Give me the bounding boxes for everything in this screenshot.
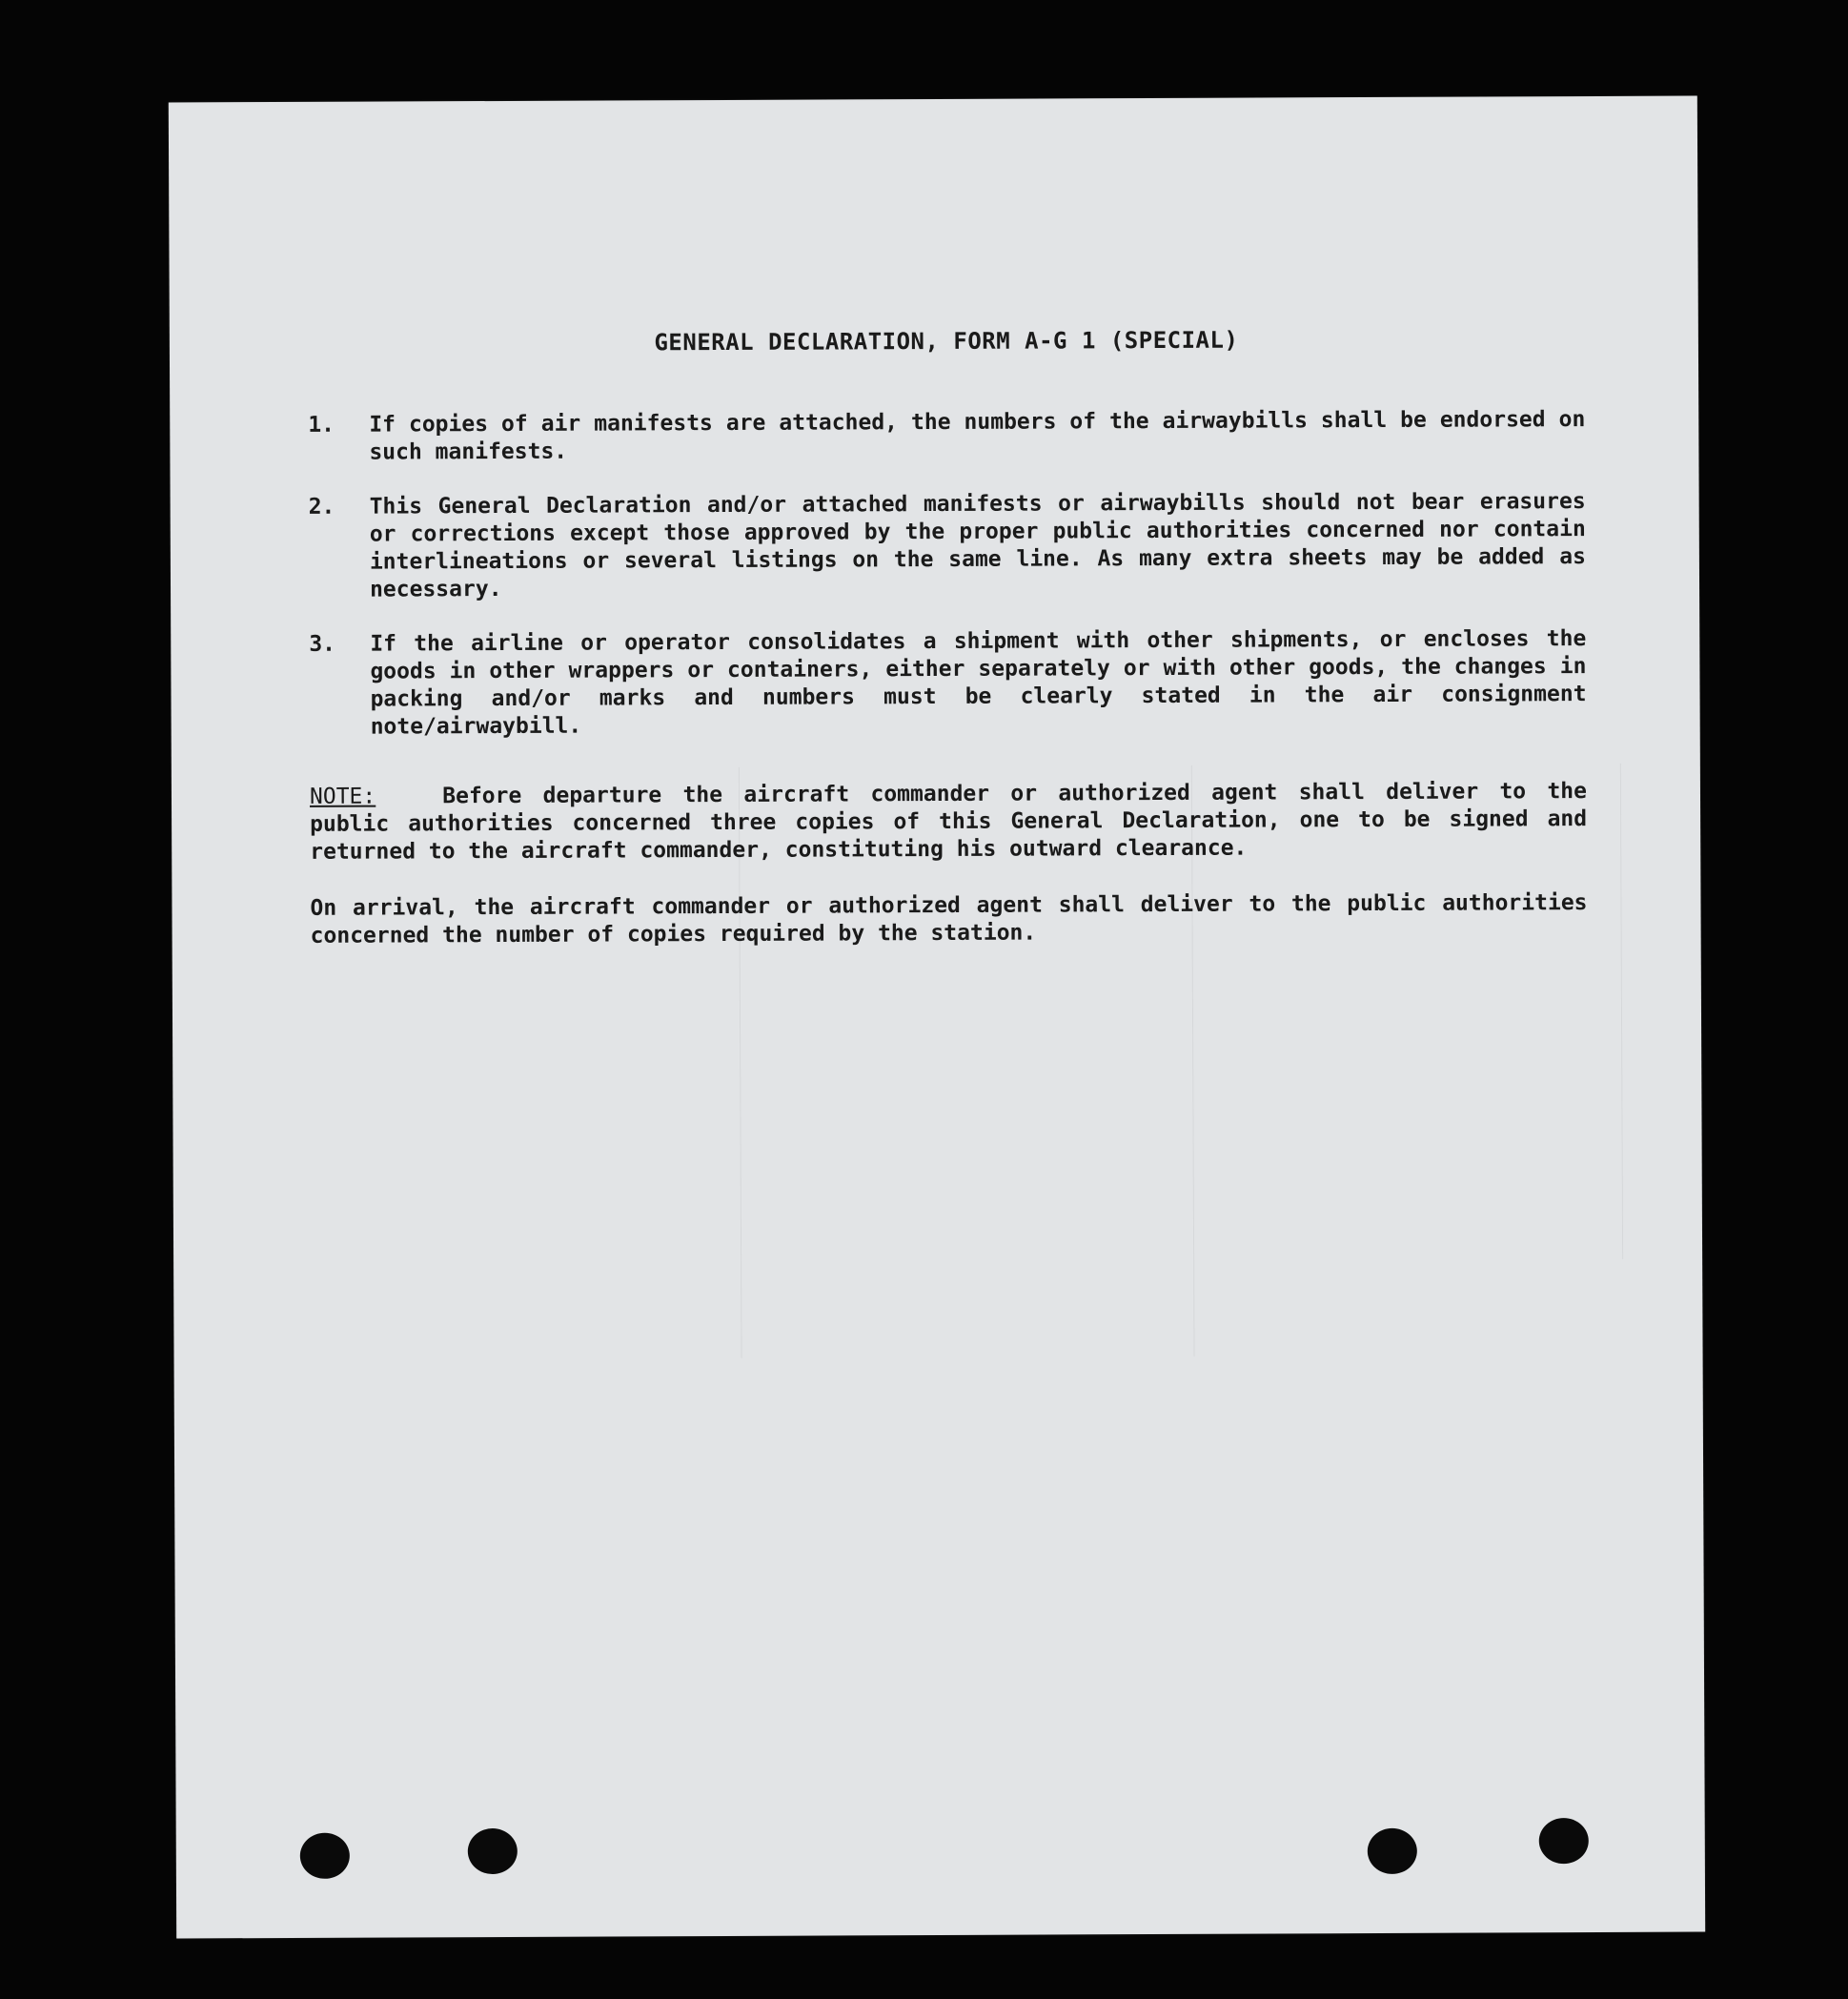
item-number: 1. [308, 412, 335, 438]
list-item [308, 406, 1585, 467]
list-item [309, 488, 1586, 604]
punch-hole [1539, 1818, 1589, 1864]
item-text: This General Declaration and/or attached manifests or airwaybills should not bear erasures or corrections except those approved by the proper public authorities concerned nor contain interlineations or several listings on the same line. As many extra sheets may be added as necessary. [369, 489, 1586, 602]
note-paragraph [310, 778, 1587, 867]
punch-hole [300, 1833, 350, 1879]
item-text: If the airline or operator consolidates a shipment with other shipments, or encloses the goods in other wrappers or containers, either separately or with other goods, the changes in packing and/or marks and numbers must be clearly stated in the air consignment note/airwaybill. [370, 626, 1587, 740]
document-body [308, 325, 1588, 950]
item-text: If copies of air manifests are attached, the numbers of the airwaybills shall be endorsed on such manifests. [369, 407, 1586, 465]
list-item [309, 625, 1586, 742]
document-title: GENERAL DECLARATION, FORM A-G 1 (SPECIAL) [654, 326, 1239, 357]
note-text: Before departure the aircraft commander or authorized agent shall deliver to the public authorities concerned three copies of this General Declaration, one to be signed and returned to the aircraft commander, constituting his outward clearance. [310, 779, 1588, 865]
punch-hole [468, 1828, 518, 1874]
document-page [169, 96, 1705, 1939]
item-number: 3. [309, 631, 336, 657]
arrival-paragraph: On arrival, the aircraft commander or authorized agent shall deliver to the public authorities concerned the number of copies required by the station. [310, 890, 1588, 949]
punch-hole [1368, 1828, 1417, 1874]
bleed-through-line [1620, 764, 1623, 1259]
note-label: NOTE: [309, 784, 376, 809]
item-number: 2. [308, 494, 335, 520]
